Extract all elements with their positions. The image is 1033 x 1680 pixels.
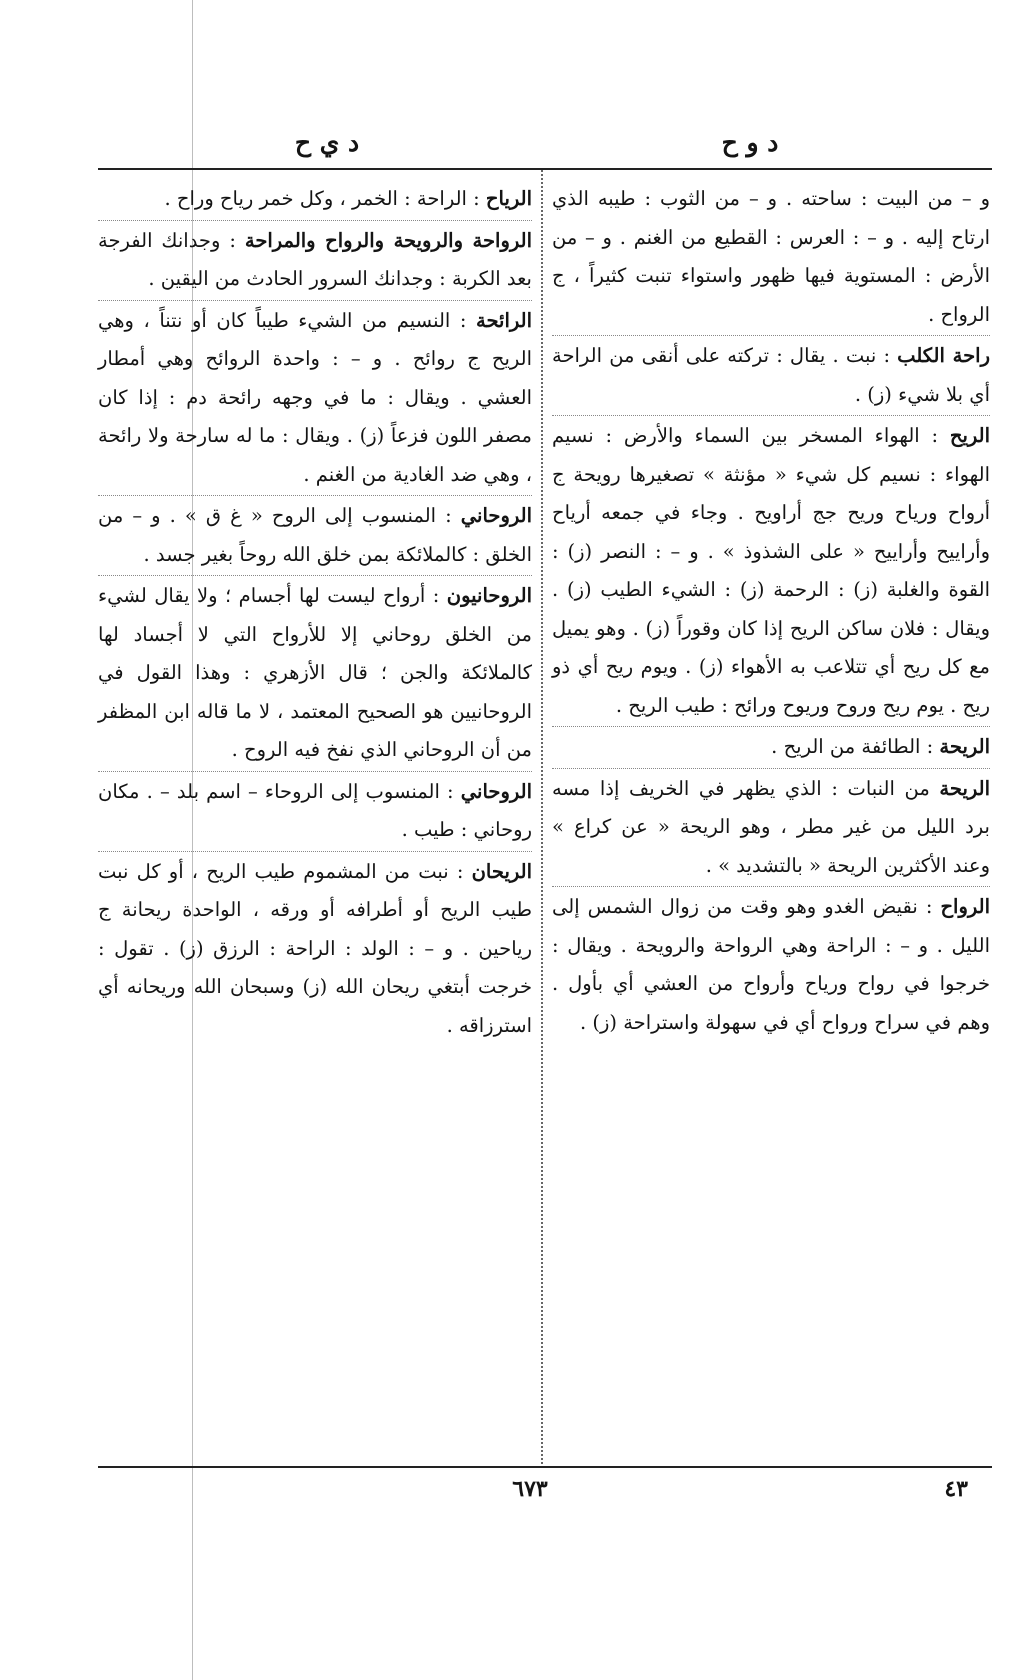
dictionary-entry — [552, 726, 990, 767]
definition-text: : الهواء المسخر بين السماء والأرض : نسيم الهواء : نسيم كل شيء « مؤنثة » تصغيرها رويحة ج أرواح ورياح وريح جج أراويح . وجاء في جمعه أرياح وأراييح وأراييح « على الشذوذ » . و – : النصر (ز) : القوة والغلبة (ز) : الرحمة (ز) : الشيء الطيب (ز) . ويقال : فلان ساكن الريح إذا كان وقوراً (ز) . وهو يميل مع كل ريح أي تتلاعب به الأهواء (ز) . ويوم ريح أي ذو ريح . يوم ريح وروح وريوح ورائح : طيب الريح . — [552, 424, 990, 717]
running-header-right: د و ح — [721, 128, 779, 157]
definition-text: و – من البيت : ساحته . و – من الثوب : طيبه الذي ارتاح إليه . و – : العرس : القطيع من الغنم . و – من الأرض : المستوية فيها ظهور واستواء تنبت كثيراً ، ج الرواح . — [552, 187, 990, 326]
headword: الروحاني — [460, 779, 532, 803]
dictionary-entry — [98, 851, 532, 1046]
headword: الريحة — [939, 776, 990, 800]
right-column — [552, 180, 990, 1042]
dictionary-entry — [98, 180, 532, 219]
definition-text: : النسيم من الشيء طيباً كان أو نتناً ، وهي الريح ج روائح . و – : واحدة الروائح وهي أمطار العشي . ويقال : ما في وجهه رائحة دم : إذا كان مصفر اللون فزعاً (ز) . ويقال : ما له سارحة ولا رائحة ، وهي ضد الغادية من الغنم . — [98, 308, 532, 486]
dictionary-entry — [98, 300, 532, 495]
dictionary-entry — [552, 335, 990, 414]
dictionary-entry — [98, 220, 532, 299]
left-column — [98, 180, 532, 1045]
definition-text: : المنسوب إلى الروحاء – اسم بلد – . مكان روحاني : طيب . — [98, 779, 532, 841]
headword: الرياح — [485, 187, 532, 210]
definition-text: : الطائفة من الريح . — [771, 735, 934, 758]
dictionary-entry — [552, 886, 990, 1042]
headword: الروحاني — [460, 504, 532, 527]
column-separator — [541, 170, 543, 1464]
headword: الريحان — [471, 859, 532, 883]
dictionary-entry — [552, 768, 990, 886]
definition-text: : الراحة : الخمر ، وكل خمر رياح وراح . — [164, 187, 480, 210]
headword: الرواح — [940, 895, 990, 918]
headword: الروحانيون — [446, 584, 532, 607]
definition-text: : وجدانك الفرجة بعد الكربة : وجدانك السرور الحادث من اليقين . — [98, 228, 532, 290]
footer-rule — [98, 1466, 992, 1468]
header-rule — [98, 168, 992, 170]
definition-text: : نقيض الغدو وهو وقت من زوال الشمس إلى الليل . و – : الراحة وهي الرواحة والرويحة . ويقال : خرجوا في رواح ورياح وأرواح من العشي أي بأول . وهم في سراح ورواح أي في سهولة واستراحة (ز) . — [552, 895, 990, 1034]
definition-text: من النبات : الذي يظهر في الخريف إذا مسه برد الليل من غير مطر ، وهو الريحة « عن كراع » وعند الأكثرين الريحة « بالتشديد » . — [552, 776, 990, 877]
dictionary-entry — [552, 180, 990, 334]
headword: الريح — [949, 424, 991, 447]
dictionary-entry — [98, 495, 532, 574]
headword: راحة الكلب — [897, 344, 990, 367]
headword: الريحة — [939, 735, 990, 758]
headword: الرائحة — [475, 308, 532, 332]
definition-text: : نبت . يقال : تركته على أنقى من الراحة أي بلا شيء (ز) . — [552, 344, 990, 406]
signature-mark: ٤٣ — [944, 1476, 968, 1502]
definition-text: : المنسوب إلى الروح « غ ق » . و – من الخلق : كالملائكة بمن خلق الله روحاً بغير جسد . — [98, 504, 532, 566]
definition-text: : أرواح ليست لها أجسام ؛ ولا يقال لشيء من الخلق روحاني إلا للأرواح التي لا أجساد لها كالملائكة والجن ؛ قال الأزهري : وهذا القول في الروحانيين هو الصحيح المعتمد ، لا ما قاله ابن المظفر من أن الروحاني الذي نفخ فيه الروح . — [98, 584, 532, 761]
dictionary-entry — [552, 415, 990, 725]
dictionary-entry — [98, 575, 532, 770]
page-number: ٦٧٣ — [512, 1476, 548, 1502]
dictionary-entry — [98, 771, 532, 850]
definition-text: : نبت من المشموم طيب الريح ، أو كل نبت طيب الريح أو أطرافه أو ورقه ، الواحدة ريحانة ج رياحين . و – : الولد : الراحة : الرزق (ز) . تقول : خرجت أبتغي ريحان الله (ز) وسبحان الله وريحانه أي استرزاقه . — [98, 859, 532, 1037]
running-header-left: د ي ح — [294, 128, 360, 157]
headword: الرواحة والرويحة والرواح والمراحة — [244, 228, 532, 252]
